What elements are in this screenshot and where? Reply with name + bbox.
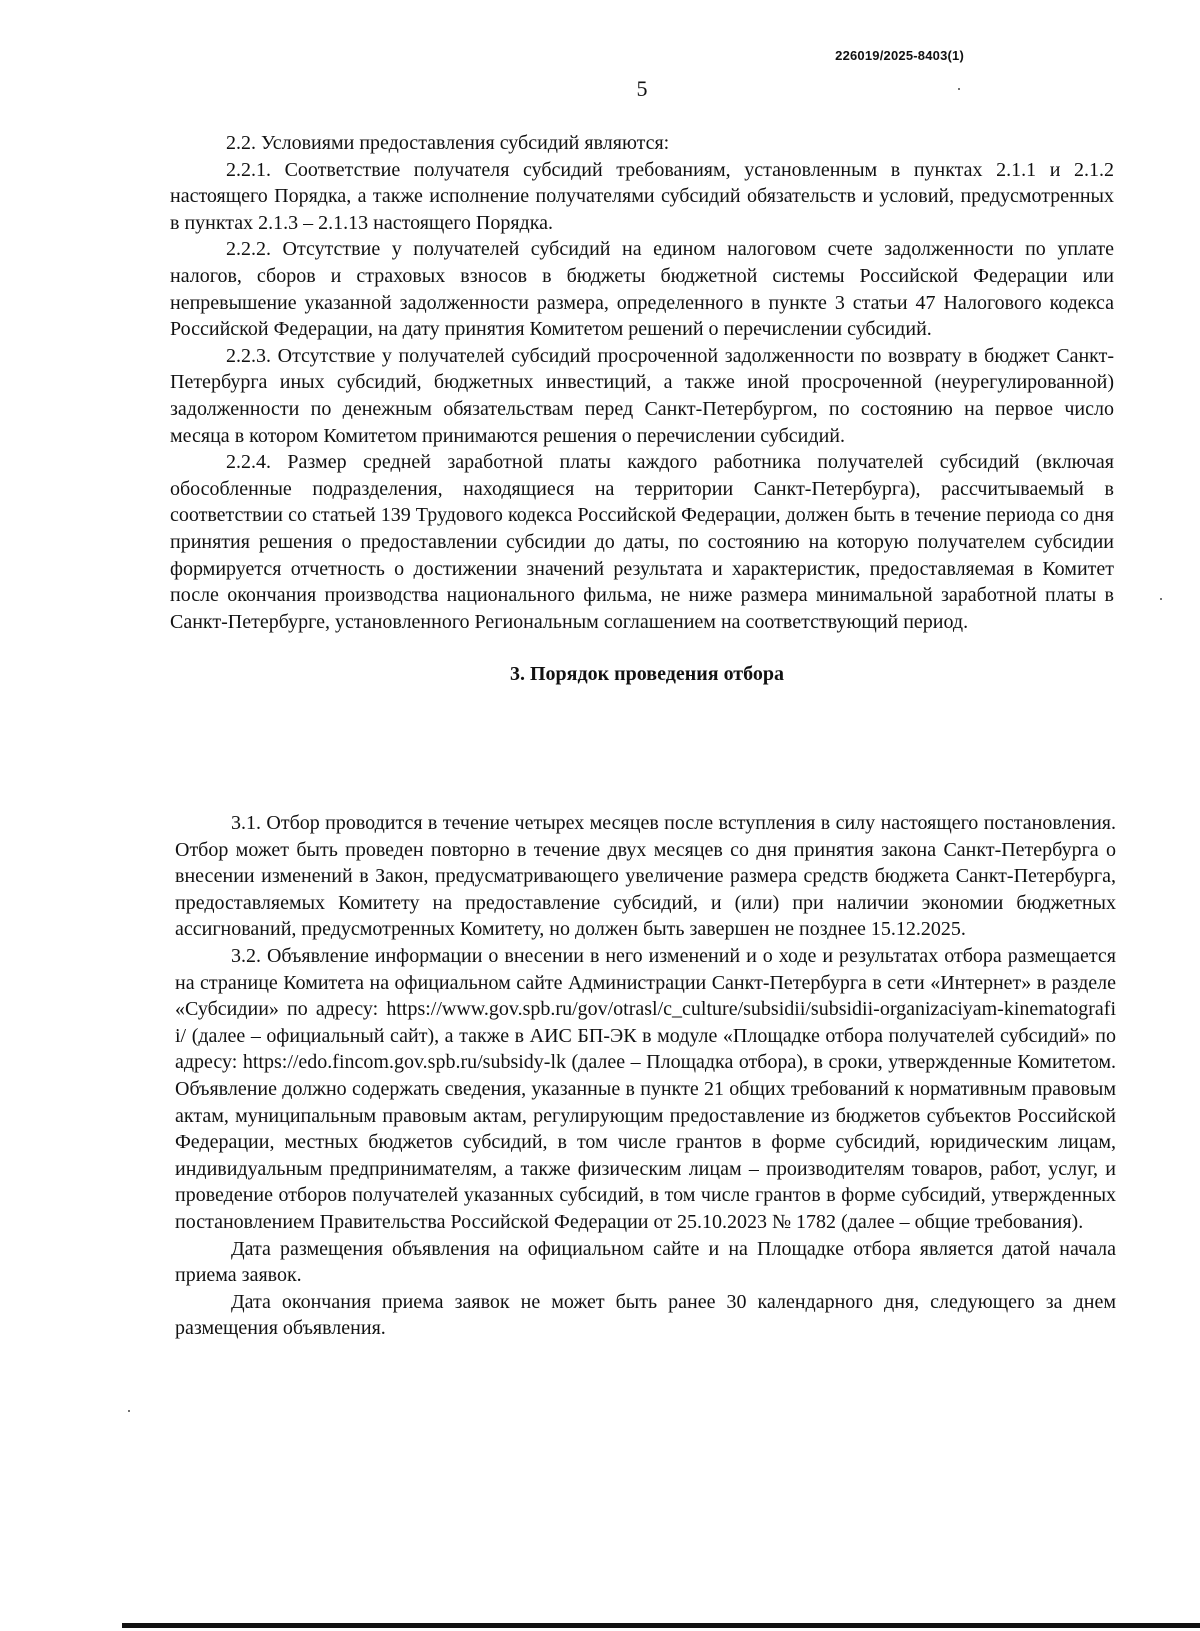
scan-speck (128, 1410, 130, 1412)
paragraph-3-2-middle: (далее – официальный сайт), а также в АИС БП-ЭК в модуле «Площадке отбора получателей субсидий» по адресу: (175, 1024, 1116, 1074)
paragraph-2-2-2: 2.2.2. Отсутствие у получателей субсидий на едином налоговом счете задолженности по уплате налогов, сборов и страховых взносов в бюджеты бюджетной системы Российской Федерации или непревышение указанной задолженности размера, определенного в пункте 3 статьи 47 Налогового кодекса Российской Федерации, на дату принятия Комитетом решений о перечислении субсидий. (170, 238, 1114, 341)
paragraph-2-2-3: 2.2.3. Отсутствие у получателей субсидий просроченной задолженности по возврату в бюджет Санкт-Петербурга иных субсидий, бюджетных инвестиций, а также иной просроченной (неурегулированной) задолженности по денежным обязательствам перед Санкт-Петербургом, по состоянию на первое число месяца в котором Комитетом принимаются решения о перечислении субсидий. (170, 344, 1114, 447)
paragraph-3-2 (175, 943, 1116, 1236)
paragraph-3-1: 3.1. Отбор проводится в течение четырех месяцев после вступления в силу настоящего постановления. Отбор может быть проведен повторно в течение двух месяцев со дня принятия закона Санкт-Петербурга о внесении изменений в Закон, предусматривающего увеличение размера средств бюджета Санкт-Петербурга, предоставляемых Комитету на предоставление субсидий, и (или) при наличии экономии бюджетных ассигнований, предусмотренных Комитету, но должен быть завершен не позднее 15.12.2025. (175, 812, 1116, 941)
page-number: 5 (636, 76, 648, 101)
paragraph-3-2-intro: 3.2. Объявление информации о внесении в него изменений и о ходе и результатах отбора размещается на странице Комитета на официальном сайте Администрации Санкт-Петербурга в сети «Интернет» в разделе «Субсидии» по адресу: (175, 944, 1116, 1021)
paragraph-2-2-4: 2.2.4. Размер средней заработной платы каждого работника получателей субсидий (включая обособленные подразделения, находящиеся на территории Санкт-Петербурга), рассчитываемый в соответствии со статьей 139 Трудового кодекса Российской Федерации, должен быть в течение периода со дня принятия решения о предоставлении субсидии до даты, по состоянию на которую получателем субсидии формируется отчетность о достижении значений результата и характеристик, предоставляемая в Комитет после окончания производства национального фильма, не ниже размера минимальной заработной платы в Санкт-Петербурге, установленного Региональным соглашением на соответствующий период. (170, 451, 1114, 633)
selection-platform-url: https://edo.fincom.gov.spb.ru/subsidy-lk (242, 1051, 566, 1074)
scan-speck (958, 88, 960, 90)
section-2-2-body (170, 130, 1114, 720)
paragraph-2-2: 2.2. Условиями предоставления субсидий являются: (226, 132, 670, 154)
official-site-url: https://www.gov.spb.ru/gov/otrasl/c_culture/subsidii/subsidii-organizaciyam-kinematografii/ (175, 998, 1117, 1047)
scan-speck (1160, 598, 1162, 600)
document-id: 226019/2025-8403(1) (835, 48, 964, 63)
section-3-body (175, 810, 1116, 1342)
paragraph-3-2-end: (далее – Площадка отбора), в сроки, утвержденные Комитетом. Объявление должно содержать сведения, указанные в пункте 21 общих требований к нормативным правовым актам, муниципальным правовым актам, регулирующим предоставление из бюджетов субъектов Российской Федерации, местных бюджетов субсидий, в том числе грантов в форме субсидий, юридическим лицам, индивидуальным предпринимателям, а также физическим лицам – производителям товаров, работ, услуг, и проведение отборов получателей указанных субсидий, в том числе грантов в форме субсидий, утвержденных постановлением Правительства Российской Федерации от 25.10.2023 № 1782 (далее – общие требования). (175, 1051, 1117, 1233)
paragraph-2-2-1: 2.2.1. Соответствие получателя субсидий требованиям, установленным в пунктах 2.1.1 и 2.1.2 настоящего Порядка, а также исполнение получателями субсидий обязательств и условий, предусмотренных в пунктах 2.1.3 – 2.1.13 настоящего Порядка. (170, 158, 1114, 234)
paragraph-application-start: Дата размещения объявления на официальном сайте и на Площадке отбора является датой начала приема заявок. (175, 1237, 1116, 1287)
section-3-title: 3. Порядок проведения отбора (510, 663, 784, 686)
paragraph-application-end: Дата окончания приема заявок не может быть ранее 30 календарного дня, следующего за днем размещения объявления. (175, 1290, 1116, 1340)
scan-edge-line (122, 1623, 1200, 1628)
